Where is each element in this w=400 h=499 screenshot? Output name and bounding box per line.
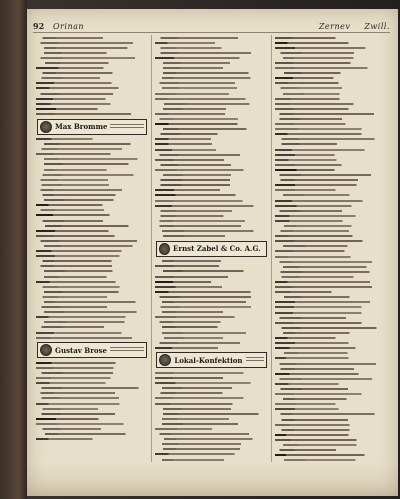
entry-line <box>275 162 387 167</box>
entry-line <box>36 335 148 340</box>
page-foot-shade <box>27 462 398 496</box>
column-right <box>272 35 390 462</box>
advertisement-name: Gustav Brose <box>55 345 107 355</box>
entry-line <box>36 411 148 416</box>
entry-line <box>155 178 267 183</box>
advertisement-name: Max Bromme <box>55 122 108 131</box>
ad-emblem-icon <box>40 121 52 133</box>
header-right-title-a: Zernev <box>318 21 351 31</box>
entry-line <box>36 111 148 116</box>
entry-line <box>155 234 267 239</box>
advertisement-box <box>156 352 266 368</box>
advertisement-box <box>37 119 147 135</box>
text-columns <box>33 35 390 462</box>
column-left <box>33 35 152 462</box>
page-header <box>33 20 390 33</box>
advertisement-box <box>156 241 266 257</box>
entry-line <box>155 345 267 350</box>
header-right-title <box>319 22 390 31</box>
column-middle <box>152 35 271 462</box>
advertisement-box <box>37 342 147 358</box>
page-number: 92 <box>33 21 45 31</box>
ad-emblem-icon <box>40 344 52 356</box>
advertisement-name: Ernst Zabel & Co. A.G. <box>173 244 261 254</box>
entry-line <box>36 437 148 442</box>
advertisement-text <box>110 124 144 130</box>
ad-emblem-icon <box>159 354 171 366</box>
ad-emblem-icon <box>159 243 170 255</box>
advertisement-text <box>246 357 264 363</box>
advertisement-name: Lokal-Konfektion <box>174 355 243 365</box>
book-binding <box>0 0 27 499</box>
directory-page <box>27 9 398 496</box>
entry-line <box>275 448 387 453</box>
header-right-title-b: Zwill. <box>364 21 390 31</box>
advertisement-text <box>110 347 144 353</box>
header-left-title: Orinan <box>53 21 85 31</box>
